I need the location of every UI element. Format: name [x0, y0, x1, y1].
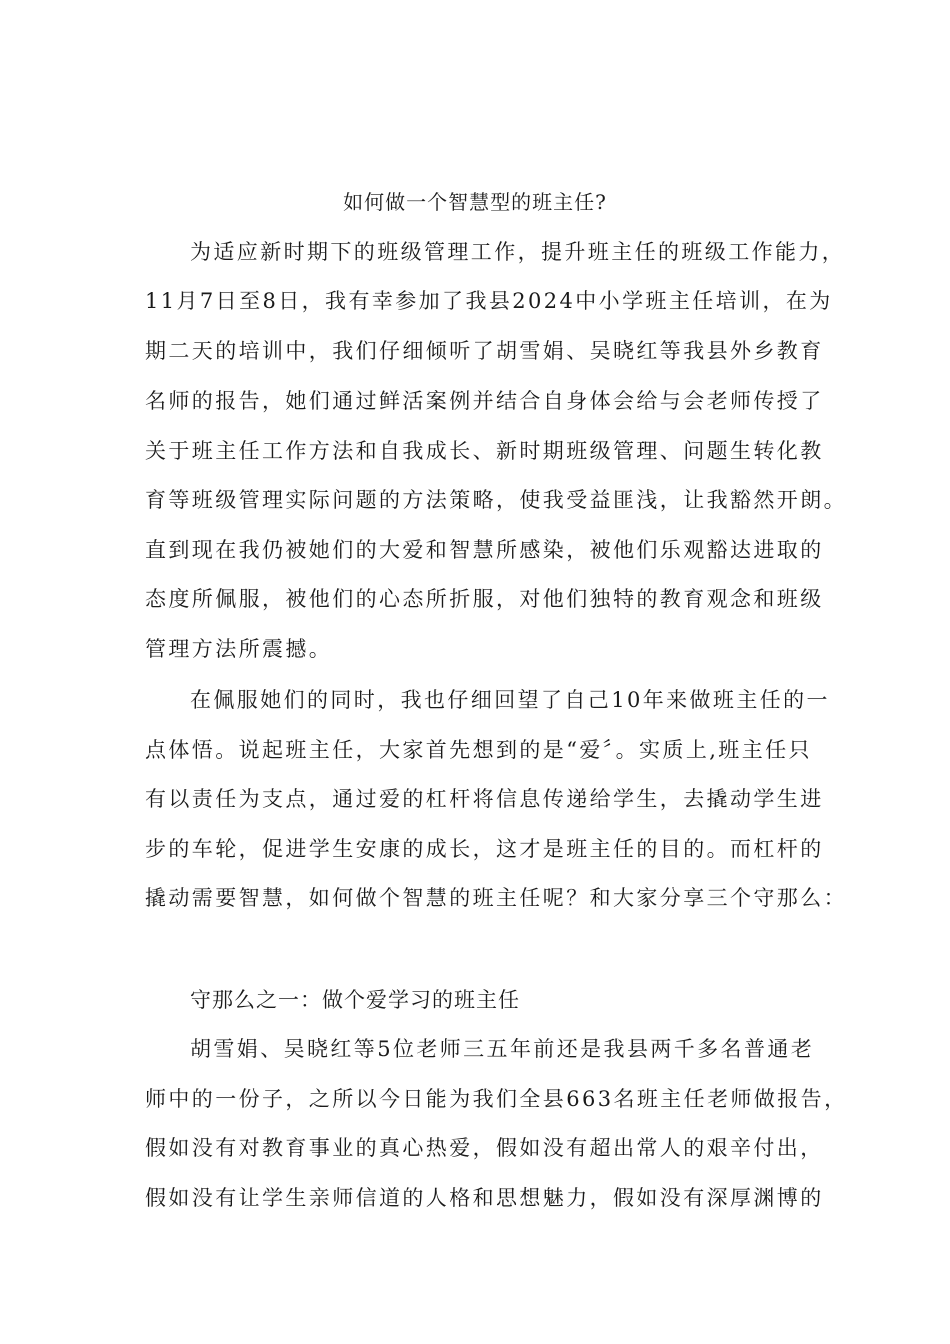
paragraph-3-line: 胡雪娟、吴晓红等5位老师三五年前还是我县两千多名普通老: [190, 1037, 815, 1061]
paragraph-2-line: 步的车轮，促进学生安康的成长，这才是班主任的目的。而杠杆的: [145, 837, 824, 861]
paragraph-1-line: 直到现在我仍被她们的大爱和智慧所感染，被他们乐观豁达进取的: [145, 538, 824, 562]
paragraph-2-line: 撬动需要智慧，如何做个智慧的班主任呢？和大家分享三个守那么：: [145, 886, 847, 910]
document-title: 如何做一个智慧型的班主任?: [343, 190, 607, 214]
paragraph-2-line: 点体悟。说起班主任，大家首先想到的是“爱〞。实质上,班主任只: [145, 738, 812, 762]
paragraph-3-line: 假如没有让学生亲师信道的人格和思想魅力，假如没有深厚渊博的: [145, 1186, 824, 1210]
paragraph-1-line: 11月7日至8日，我有幸参加了我县2024中小学班主任培训，在为: [145, 289, 833, 313]
paragraph-1-line: 为适应新时期下的班级管理工作，提升班主任的班级工作能力，: [190, 240, 846, 264]
paragraph-1-line: 期二天的培训中，我们仔细倾听了胡雪娟、吴晓红等我县外乡教育: [145, 339, 824, 363]
paragraph-3-line: 假如没有对教育事业的真心热爱，假如没有超出常人的艰辛付出，: [145, 1136, 824, 1160]
paragraph-1-line: 管理方法所震撼。: [145, 637, 333, 661]
paragraph-2-line: 在佩服她们的同时，我也仔细回望了自己10年来做班主任的一: [190, 688, 830, 712]
paragraph-3-line: 师中的一份子，之所以今日能为我们全县663名班主任老师做报告，: [145, 1087, 848, 1111]
paragraph-2-line: 有以责任为支点，通过爱的杠杆将信息传递给学生，去撬动学生进: [145, 787, 824, 811]
paragraph-1-line: 关于班主任工作方法和自我成长、新时期班级管理、问题生转化教: [145, 439, 824, 463]
paragraph-1-line: 育等班级管理实际问题的方法策略，使我受益匪浅，让我豁然开朗。: [145, 488, 847, 512]
section-heading: 守那么之一：做个爱学习的班主任: [190, 988, 520, 1012]
paragraph-1-line: 名师的报告，她们通过鲜活案例并结合自身体会给与会老师传授了: [145, 389, 824, 413]
paragraph-1-line: 态度所佩服，被他们的心态所折服，对他们独特的教育观念和班级: [145, 587, 824, 611]
